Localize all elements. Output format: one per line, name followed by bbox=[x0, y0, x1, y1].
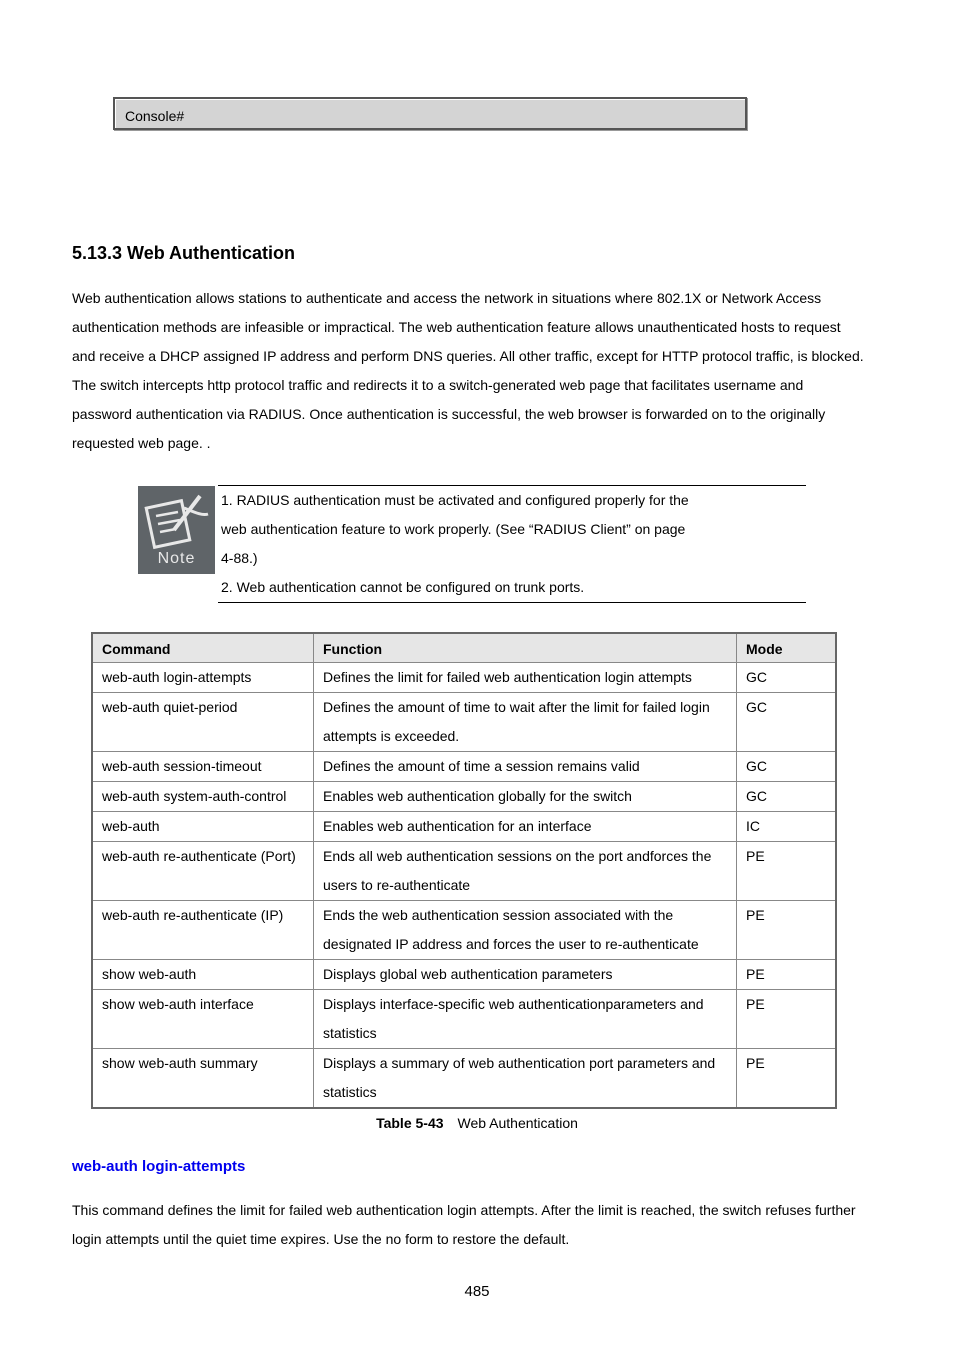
table-row bbox=[92, 960, 836, 990]
desc-line: login attempts until the quiet time expires. Use the no form to restore the default. bbox=[72, 1231, 570, 1247]
cell-command: web-auth quiet-period bbox=[92, 693, 314, 752]
cell-function: Defines the limit for failed web authentication login attempts bbox=[314, 663, 737, 693]
note-text bbox=[221, 486, 801, 602]
caption-text: Web Authentication bbox=[457, 1115, 578, 1131]
caption-label: Table 5-43 bbox=[376, 1115, 444, 1131]
cell-mode: PE bbox=[737, 960, 837, 990]
note-line: 2. Web authentication cannot be configured on trunk ports. bbox=[221, 579, 585, 595]
command-table bbox=[91, 632, 837, 1109]
intro-paragraph bbox=[72, 284, 892, 458]
table-row bbox=[92, 752, 836, 782]
table-caption bbox=[0, 1115, 954, 1131]
desc-line: This command defines the limit for failed web authentication login attempts. After the limit is reached, the switch refuses further bbox=[72, 1202, 856, 1218]
description-paragraph bbox=[72, 1196, 902, 1254]
table-row bbox=[92, 782, 836, 812]
note-pencil-icon bbox=[138, 486, 215, 574]
note-line: 4-88.) bbox=[221, 550, 258, 566]
header-command: Command bbox=[92, 633, 314, 663]
cell-function: Displays global web authentication parameters bbox=[314, 960, 737, 990]
cell-function: Displays interface-specific web authenticationparameters and statistics bbox=[314, 990, 737, 1049]
cell-command: web-auth system-auth-control bbox=[92, 782, 314, 812]
header-mode: Mode bbox=[737, 633, 837, 663]
cell-command: web-auth re-authenticate (IP) bbox=[92, 901, 314, 960]
table-row bbox=[92, 1049, 836, 1109]
cell-mode: IC bbox=[737, 812, 837, 842]
cell-mode: PE bbox=[737, 901, 837, 960]
cell-mode: GC bbox=[737, 693, 837, 752]
cell-mode: PE bbox=[737, 990, 837, 1049]
page-number: 485 bbox=[464, 1283, 490, 1300]
table-row bbox=[92, 990, 836, 1049]
intro-line: authentication methods are infeasible or impractical. The web authentication feature allows unauthenticated hosts to request bbox=[72, 319, 841, 335]
note-bottom-divider bbox=[218, 602, 806, 603]
console-box bbox=[113, 97, 747, 130]
cell-command: web-auth bbox=[92, 812, 314, 842]
cell-function: Enables web authentication for an interface bbox=[314, 812, 737, 842]
cell-mode: PE bbox=[737, 842, 837, 901]
table-header-row bbox=[92, 633, 836, 663]
note-line: web authentication feature to work properly. (See “RADIUS Client” on page bbox=[221, 521, 686, 537]
cell-mode: PE bbox=[737, 1049, 837, 1109]
cell-command: web-auth re-authenticate (Port) bbox=[92, 842, 314, 901]
intro-line: The switch intercepts http protocol traffic and redirects it to a switch-generated web page that facilitates username and bbox=[72, 377, 804, 393]
table-row bbox=[92, 663, 836, 693]
cell-command: show web-auth interface bbox=[92, 990, 314, 1049]
cell-function: Defines the amount of time to wait after the limit for failed login attempts is exceeded. bbox=[314, 693, 737, 752]
table-row bbox=[92, 842, 836, 901]
intro-line: password authentication via RADIUS. Once authentication is successful, the web browser is forwarded on to the originally bbox=[72, 406, 826, 422]
subsection-heading: web-auth login-attempts bbox=[72, 1158, 246, 1175]
cell-function: Ends the web authentication session associated with the designated IP address and forces the user to re-authenticate bbox=[314, 901, 737, 960]
cell-function: Ends all web authentication sessions on the port andforces the users to re-authenticate bbox=[314, 842, 737, 901]
cell-mode: GC bbox=[737, 782, 837, 812]
intro-line: requested web page. . bbox=[72, 435, 211, 451]
note-icon-label: Note bbox=[157, 550, 196, 567]
table-row bbox=[92, 901, 836, 960]
table-row bbox=[92, 812, 836, 842]
cell-command: show web-auth summary bbox=[92, 1049, 314, 1109]
cell-command: web-auth login-attempts bbox=[92, 663, 314, 693]
note-line: 1. RADIUS authentication must be activated and configured properly for the bbox=[221, 492, 689, 508]
cell-mode: GC bbox=[737, 663, 837, 693]
intro-line: and receive a DHCP assigned IP address and perform DNS queries. All other traffic, except for HTTP protocol traffic, is blocked. bbox=[72, 348, 864, 364]
cell-function: Enables web authentication globally for the switch bbox=[314, 782, 737, 812]
cell-function: Displays a summary of web authentication port parameters and statistics bbox=[314, 1049, 737, 1109]
console-prompt: Console# bbox=[125, 108, 185, 124]
section-heading: 5.13.3 Web Authentication bbox=[72, 243, 296, 263]
cell-function: Defines the amount of time a session remains valid bbox=[314, 752, 737, 782]
cell-command: show web-auth bbox=[92, 960, 314, 990]
header-function: Function bbox=[314, 633, 737, 663]
table-row bbox=[92, 693, 836, 752]
cell-mode: GC bbox=[737, 752, 837, 782]
intro-line: Web authentication allows stations to authenticate and access the network in situations where 802.1X or Network Access bbox=[72, 290, 822, 306]
cell-command: web-auth session-timeout bbox=[92, 752, 314, 782]
